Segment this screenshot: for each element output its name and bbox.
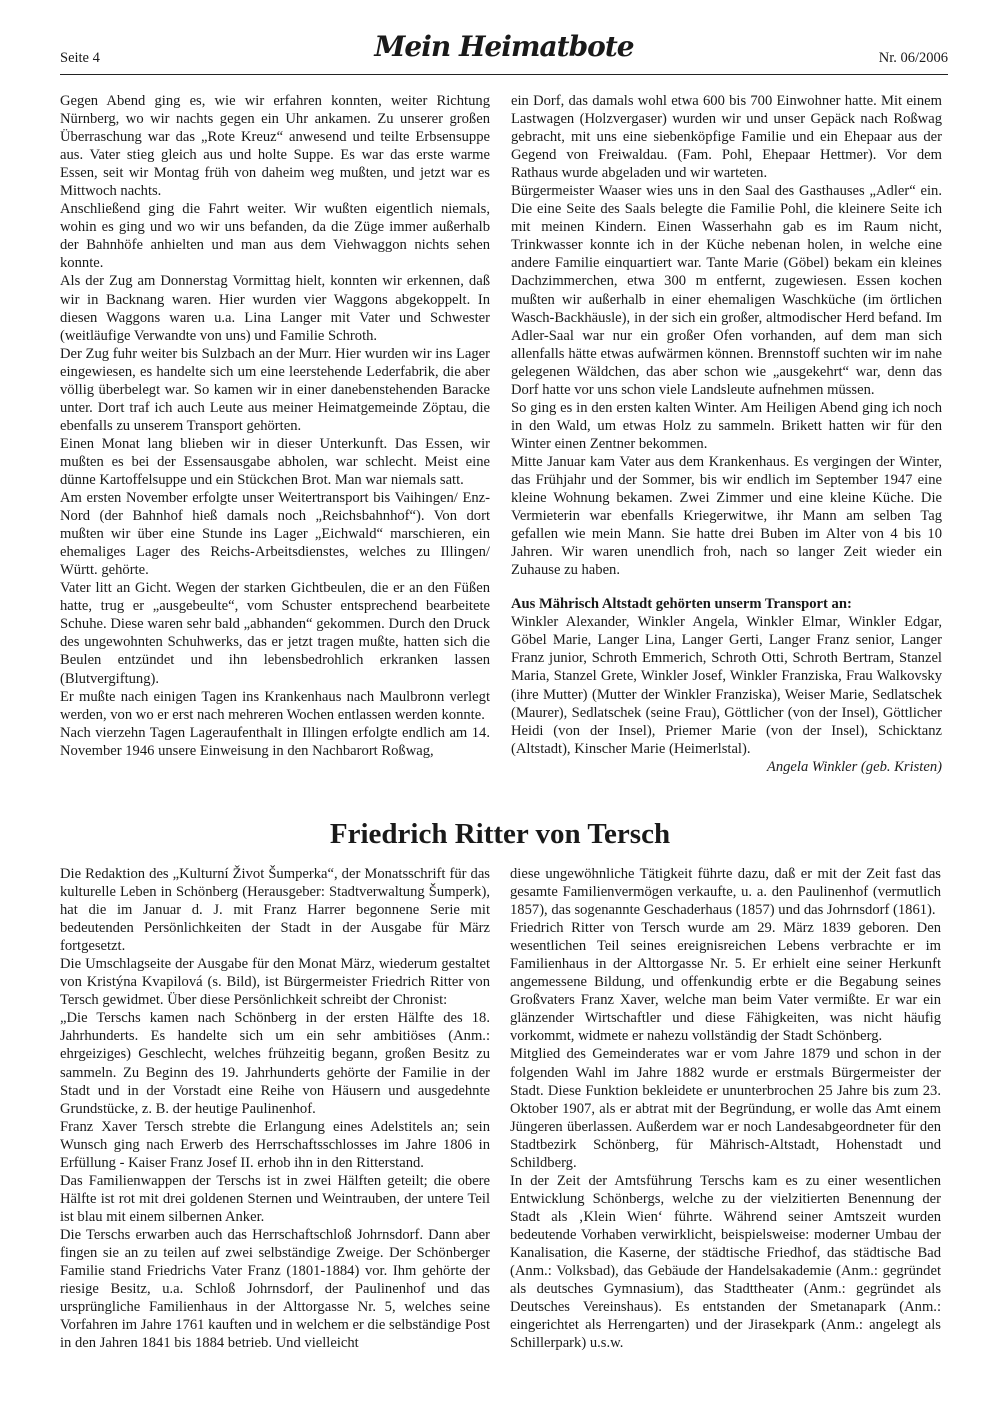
paragraph: Franz Xaver Tersch strebte die Erlangung eines Adelstitels an; sein Wunsch ging nach Erwerb des Herrschaftsschlosses im Jahre 1806 in Erfüllung - Kaiser Franz Josef II. erhob ihn in den Ritterstand. (60, 1118, 490, 1171)
paragraph: Nach vierzehn Tagen Lageraufenthalt in Illingen erfolgte endlich am 14. November 1946 unsere Einweisung in den Nachbarort Roßwag, (60, 724, 490, 759)
transport-names: Winkler Alexander, Winkler Angela, Winkler Elmar, Winkler Edgar, Göbel Marie, Langer Lina, Langer Gerti, Langer Franz senior, Langer Franz junior, Schroth Emmerich, Schroth Otti, Schroth Bertram, Stanzel Maria, Stanzel Grete, Winkler Josef, Winkler Franziska, Frau Walkovsky (ihre Mutter) (Mutter der Winkler Franziska), Weiser Marie, Sedlatschek (Maurer), Sedlatschek (seine Frau), Göttlicher (von der Insel), Göttlicher Heidi (von der Insel), Priemer Marie (von der Insel), Schicktanz (Altstadt), Kinscher Marie (Heimerlstal). (511, 614, 942, 757)
paragraph: Der Zug fuhr weiter bis Sulzbach an der Murr. Hier wurden wir ins Lager eingewiesen, es handelte sich um eine leerstehende Lederfabrik, die aber völlig überbelegt war. So kamen wir in einer danebenstehenden Baracke unter. Dort traf ich auch Leute aus meiner Heimatgemeinde Zöptau, die ebenfalls zu unserem Transport gehörten. (60, 345, 490, 434)
paragraph: Einen Monat lang blieben wir in dieser Unterkunft. Das Essen, wir mußten es bei der Essensausgabe abholen, war schlecht. Meist eine dünne Kartoffelsuppe und ein Stückchen Brot. Man war niemals satt. (60, 435, 490, 488)
paragraph: In der Zeit der Amtsführung Terschs kam es zu einer wesentlichen Entwicklung Schönbergs, welche zu der vielzitierten Benennung der Stadt als ‚Klein Wien‘ führte. Während seiner Amtszeit wurden bedeutende Vorhaben verwirklicht, beispielsweise: moderner Umbau der Kanalisation, die Kaserne, der städtische Friedhof, das städtische Bad (Anm.: Volksbad), das Gebäude der Handelsakademie (Anm.: gegründet als deutsches Gymnasium), das Stadttheater (Anm.: gegründet als Deutsches Vereinshaus). Es entstanden der Smetanapark (Anm.: eingerichtet als Herrengarten) und der Jirasekpark (Anm.: angelegt als Schillerpark) u.s.w. (510, 1172, 941, 1352)
page-number: Seite 4 (60, 50, 100, 66)
paragraph: Gegen Abend ging es, wie wir erfahren konnten, weiter Richtung Nürnberg, wo wir nachts gegen ein Uhr ankamen. Zu unserer großen Überraschung war das „Rote Kreuz“ anwesend und teilte Erbsensuppe aus. Vater stieg gleich aus und holte Suppe. Es war das erste warme Essen, seit wir Montag früh von daheim weg mußten, und jetzt war es Mittwoch nachts. (60, 93, 490, 200)
author-signature: Angela Winkler (geb. Kristen) (766, 758, 942, 775)
story2-column-2 (510, 865, 941, 1352)
paragraph: Am ersten November erfolgte unser Weitertransport bis Vaihingen/ Enz-Nord (der Bahnhof hieß damals noch „Reichsbahnhof“). Von dort mußten wir über eine Stunde ins Lager „Eichwald“ marschieren, ein ehemaliges Lager des Reichs-Arbeitsdienstes, welches zu Illingen/ Württ. gehörte. (60, 490, 490, 579)
paragraph: „Die Terschs kamen nach Schönberg in der ersten Hälfte des 18. Jahrhunderts. Es handelte sich um ein sehr ambitiöses (Anm.: ehrgeiziges) Geschlecht, welches frühzeitig begann, großen Besitz zu sammeln. Zu Beginn des 19. Jahrhunderts gehörte der Familie in der Stadt und in der Vorstadt eine Reihe von Häusern und ausgedehnte Grundstücke, z. B. der heutige Paulinenhof. (60, 1010, 490, 1117)
page-header (60, 28, 948, 74)
paragraph: So ging es in den ersten kalten Winter. Am Heiligen Abend ging ich noch in den Wald, um etwas Holz zu sammeln. Brikett hatten wir für den Winter einen Zentner bekommen. (511, 399, 942, 452)
paragraph: Vater litt an Gicht. Wegen der starken Gichtbeulen, die er an den Füßen hatte, trug er „ausgebeulte“, vom Schuster entsprechend bearbeitete Schuhe. Diese waren sehr bald „abhanden“ gekommen. Durch den Druck des ungewohnten Schuhwerks, das er jetzt tragen mußte, hatten sich die Beulen entzündet und ihn lebensbedrohlich erkranken lassen (Blutvergiftung). (60, 580, 490, 687)
article-title: Friedrich Ritter von Tersch (329, 818, 671, 850)
paragraph: Die Terschs erwarben auch das Herrschaftschloß Johrnsdorf. Dann aber fingen sie an zu teilen auf zwei selbständige Zweige. Der Schönberger Familie stand Friedrichs Vater Franz (1801-1884) vor. Ihm gehörte der riesige Besitz, u.a. Schloß Johrnsdorf, der Paulinenhof und das ursprüngliche Familienhaus in der Alttorgasse Nr. 5, welches seine Vorfahren im Jahre 1761 kauften und in welchem er die selbständige Post in den Jahren 1841 bis 1884 betrieb. Und vielleicht (60, 1226, 490, 1352)
paragraph: diese ungewöhnliche Tätigkeit führte dazu, daß er mit der Zeit fast das gesamte Familienvermögen verkaufte, u. a. den Paulinenhof (vermutlich 1857), das sogenannte Geschaderhaus (1857) und das Johrnsdorf (1861). (510, 866, 941, 919)
paragraph: Die Redaktion des „Kulturní Život Šumperka“, der Monatsschrift für das kulturelle Leben in Schönberg (Herausgeber: Stadtverwaltung Šumperk), hat die im Januar d. J. mit Franz Harrer begonnene Serie mit bedeutenden Persönlichkeiten der Stadt in der Ausgabe für März fortgesetzt. (60, 866, 490, 955)
paragraph: ein Dorf, das damals wohl etwa 600 bis 700 Einwohner hatte. Mit einem Lastwagen (Holzvergaser) wurden wir und unser Gepäck nach Roßwag gebracht, mit uns eine siebenköpfige Familie und ein Ehepaar aus der Gegend von Freiwaldau. (Fam. Pohl, Ehepaar Hettmer). Vor dem Rathaus wurde abgeladen und wir warteten. (511, 93, 942, 182)
paragraph: Das Familienwappen der Terschs ist in zwei Hälften geteilt; die obere Hälfte ist rot mit drei goldenen Sternen und Weintrauben, der untere Teil ist blau mit einem silbernen Anker. (60, 1172, 490, 1225)
paragraph: Er mußte nach einigen Tagen ins Krankenhaus nach Maulbronn verlegt werden, von wo er erst nach mehreren Wochen entlassen werden konnte. (60, 688, 490, 723)
paragraph: Friedrich Ritter von Tersch wurde am 29. März 1839 geboren. Den wesentlichen Teil seines ereignisreichen Lebens verbrachte er im Familienhaus in der Alttorgasse Nr. 5. Er erhielt eine seiner Herkunft angemessene Bildung, und offenkundig erbte er die Begabung seines Großvaters Franz Xaver, welche man beim Vater vermißte. Er war ein glänzender Wirtschaftler und diese Fähigkeiten, was nicht häufig vorkommt, widmete er nahezu vollständig der Stadt Schönberg. (510, 920, 941, 1045)
paragraph: Mitte Januar kam Vater aus dem Krankenhaus. Es vergingen der Winter, das Frühjahr und der Sommer, bis wir endlich im September 1947 eine kleine Wohnung bekamen. Zwei Zimmer und eine kleine Küche. Die Vermieterin war ebenfalls Kriegerwitwe, ihr Mann am selben Tag gefallen wie mein Mann. Sie hatte drei Buben im Alter von 4 bis 10 Jahren. Wir waren unendlich froh, nach so langer Zeit wieder ein Zuhause zu haben. (511, 453, 942, 579)
story1-column-2 (511, 92, 942, 776)
story1-column-1 (60, 92, 490, 760)
paragraph: Anschließend ging die Fahrt weiter. Wir wußten eigentlich niemals, wohin es ging und wo wir uns befanden, da die Züge immer außerhalb der Bahnhöfe anhielten und man aus dem Viehwaggon nichts sehen konnte. (60, 201, 490, 272)
transport-subheading: Aus Mährisch Altstadt gehörten unserm Transport an: (511, 596, 852, 613)
header-rule (60, 74, 948, 75)
masthead-logo: Mein Heimatbote (374, 30, 634, 63)
story2-column-1 (60, 865, 490, 1352)
paragraph: Die Umschlagseite der Ausgabe für den Monat März, wiederum gestaltet von Kristýna Kvapilová (s. Bild), ist Bürgermeister Friedrich Ritter von Tersch gewidmet. Über diese Persönlichkeit schreibt der Chronist: (60, 956, 490, 1009)
paragraph: Als der Zug am Donnerstag Vormittag hielt, konnten wir erkennen, daß wir in Backnang waren. Hier wurden vier Waggons abgekoppelt. In diesen Waggons waren u.a. Lina Langer mit Vater und Schwester (weitläufige Verwandte von uns) und Familie Schroth. (60, 273, 490, 344)
issue-number: Nr. 06/2006 (878, 50, 948, 66)
paragraph: Mitglied des Gemeinderates war er vom Jahre 1879 und schon in der folgenden Wahl im Jahre 1882 wurde er erstmals Bürgermeister der Stadt. Diese Funktion bekleidete er ununterbrochen 25 Jahre bis zum 23. Oktober 1907, als er abtrat mit der Begründung, er wolle das Amt einem Jüngeren überlassen. Außerdem war er noch Landesabgeordneter für den Stadtbezirk Schönberg, für Mährisch-Altstadt, Hohenstadt und Schildberg. (510, 1046, 941, 1171)
paragraph: Bürgermeister Waaser wies uns in den Saal des Gasthauses „Adler“ ein. Die eine Seite des Saals belegte die Familie Pohl, die kleinere Seite ich mit meinen Kindern. Einen Wasserhahn gab es im Raum nicht, Trinkwasser konnte ich in der Küche nebenan holen, in welche eine andere Familie einquartiert war. Tante Marie (Göbel) bekam ein kleines Dachzimmerchen, etwa 300 m entfernt, zugewiesen. Essen kochen mußten wir außerhalb in einer ehemaligen Waschküche (im örtlichen Wasch-Backhäusle), in der sich ein großer, altmodischer Herd befand. Im Adler-Saal war nur ein großer Ofen vorhanden, auf dem man sich allenfalls hätte etwas aufwärmen können. Brennstoff suchten wir im nahe gelegenen Wäldchen, das aber schon wie „ausgekehrt“ war, denn das Dorf hatte vor uns schon viele Landsleute aufnehmen müssen. (511, 183, 942, 398)
